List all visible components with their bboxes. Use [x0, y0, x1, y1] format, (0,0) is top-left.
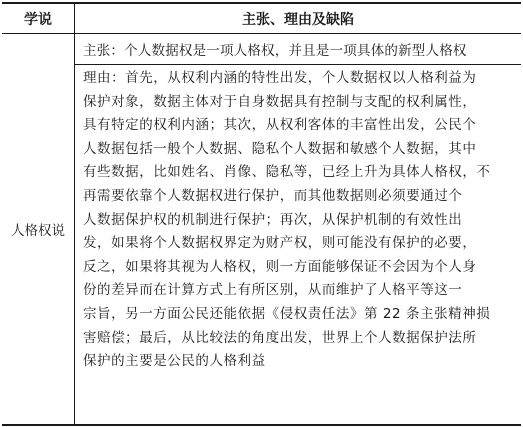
reason-line: 再需要依靠个人数据权进行保护，而其他数据则必须要通过个 [83, 187, 463, 204]
reason-line: 反之，如果将其视为人格权，则一方面能够保证不会因为个人身 [83, 258, 477, 275]
reason-line: 份的差异而在计算方式上有所区别，从而维护了人格平等这一 [83, 282, 463, 299]
table-row [2, 34, 521, 65]
theory-table [2, 2, 521, 426]
reason-line: 人数据保护权的机制进行保护；再次，从保护机制的有效性出 [83, 211, 463, 228]
reason-cell [75, 65, 522, 426]
header-theory: 学说 [2, 3, 75, 34]
reason-line: 保护的主要是公民的人格利益 [83, 353, 266, 370]
reason-line: 害赔偿；最后，从比较法的角度出发，世界上个人数据保护法所 [83, 329, 477, 346]
table-row [2, 65, 521, 426]
reason-line: 宗旨，另一方面公民还能依据《侵权责任法》第 22 条主张精神损 [83, 305, 491, 322]
reason-line: 保护对象，数据主体对于自身数据具有控制与支配的权利属性， [83, 93, 477, 110]
reason-line: 人数据包括一般个人数据、隐私个人数据和敏感个人数据，其中 [83, 140, 477, 157]
claim-cell: 主张：个人数据权是一项人格权，并且是一项具体的新型人格权 [75, 34, 522, 65]
reason-line: 理由：首先，从权利内涵的特性出发，个人数据权以人格利益为 [83, 70, 477, 86]
reason-line: 发，如果将个人数据权界定为财产权，则可能没有保护的必要， [83, 235, 477, 252]
header-claim-reason-defect: 主张、理由及缺陷 [75, 3, 522, 34]
table-header-row [2, 3, 521, 34]
theory-name-cell: 人格权说 [2, 34, 75, 426]
reason-line: 有些数据，比如姓名、肖像、隐私等，已经上升为具体人格权，不 [83, 164, 491, 181]
reason-line: 具有特定的权利内涵；其次，从权利客体的丰富性出发，公民个 [83, 117, 477, 134]
